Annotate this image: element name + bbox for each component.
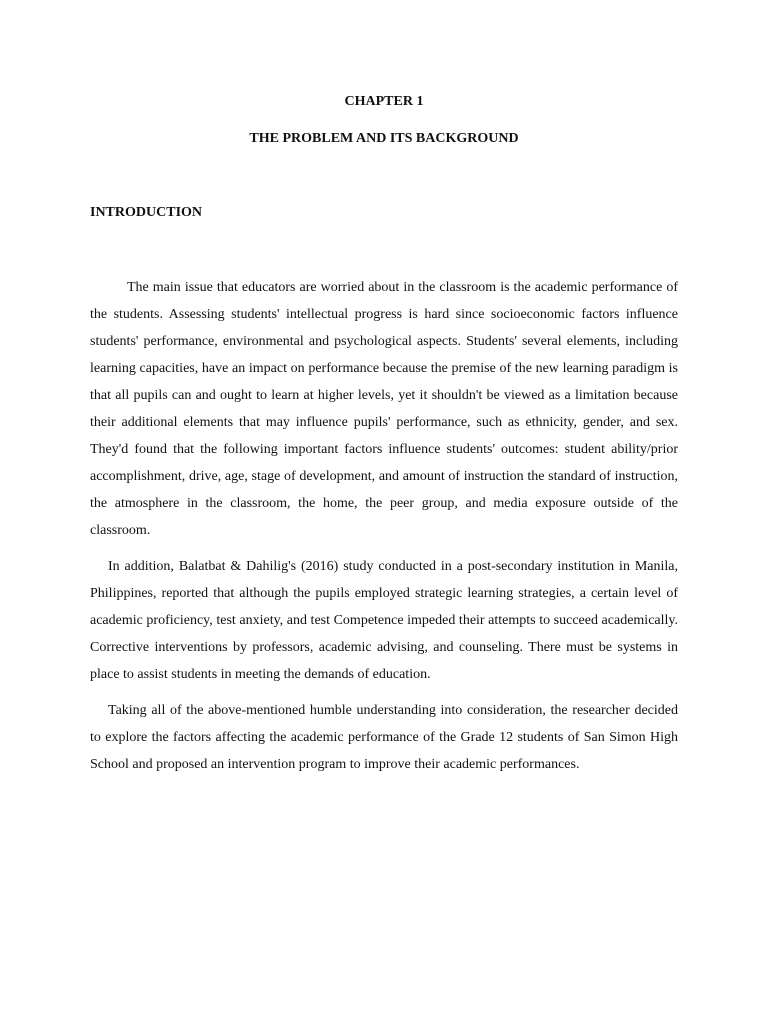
section-heading: INTRODUCTION: [90, 205, 203, 220]
paragraph-3: Taking all of the above-mentioned humble understanding into consideration, the researcher decided to explore the factors affecting the academic performance of the Grade 12 students of San Simon High School and proposed an intervention program to improve their academic performances.: [90, 703, 678, 772]
paragraph-1: The main issue that educators are worried about in the classroom is the academic performance of the students. Assessing students' intellectual progress is hard since socioeconomic factors influence students' performance, environmental and psychological aspects. Students' several elements, including learning capacities, have an impact on performance because the premise of the new learning paradigm is that all pupils can and ought to learn at higher levels, yet it shouldn't be viewed as a limitation because their additional elements that may influence pupils' performance, such as ethnicity, gender, and sex. They'd found that the following important factors influence students' outcomes: student ability/prior accomplishment, drive, age, stage of development, and amount of instruction the standard of instruction, the atmosphere in the classroom, the home, the peer group, and media exposure outside of the classroom.: [90, 280, 678, 538]
chapter-title: THE PROBLEM AND ITS BACKGROUND: [249, 131, 519, 146]
paragraph-2: In addition, Balatbat & Dahilig's (2016) study conducted in a post-secondary institution in Manila, Philippines, reported that although the pupils employed strategic learning strategies, a certain level of academic proficiency, test anxiety, and test Competence impeded their attempts to succeed academically. Corrective interventions by professors, academic advising, and counseling. There must be systems in place to assist students in meeting the demands of education.: [90, 559, 678, 682]
chapter-number: CHAPTER 1: [344, 94, 424, 109]
